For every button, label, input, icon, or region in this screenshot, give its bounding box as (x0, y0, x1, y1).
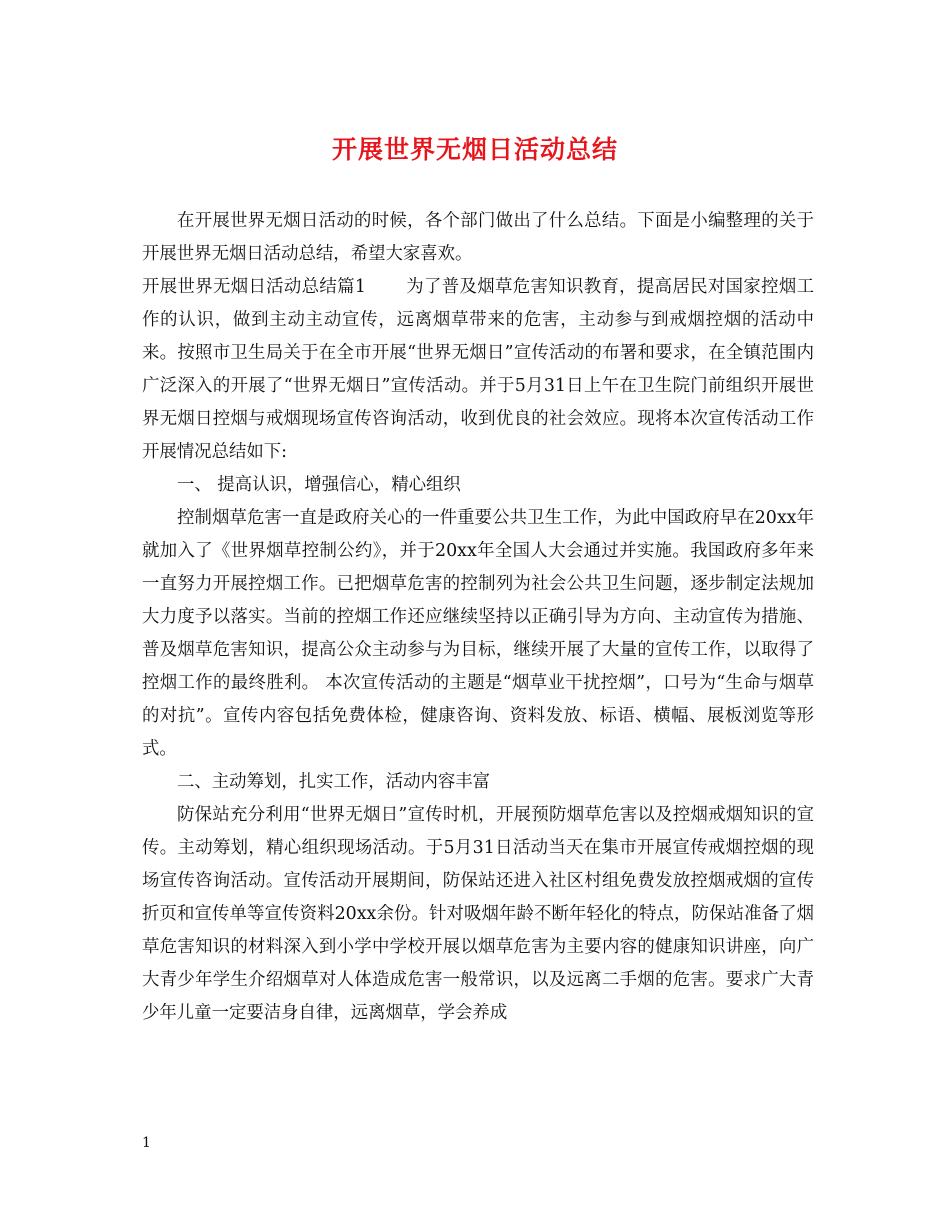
page-number: 1 (142, 1135, 151, 1151)
heading-two: 二、主动筹划，扎实工作，活动内容丰富 (177, 772, 491, 792)
paragraph-two: 防保站充分利用“世界无烟日”宣传时机，开展预防烟草危害以及控烟戒烟知识的宣传。主动筹划，精心组织现场活动。于5月31日活动当天在集市开展宣传戒烟控烟的现场宣传咨询活动。宣传活动开展期间，防保站还进入社区村组免费发放控烟戒烟的宣传折页和宣传单等宣传资料20xx余份。针对吸烟年龄不断年轻化的特点，防保站准备了烟草危害知识的材料深入到小学中学校开展以烟草危害为主要内容的健康知识讲座，向广大青少年学生介绍烟草对人体造成危害一般常识，以及远离二手烟的危害。要求广大青少年儿童一定要洁身自律，远离烟草，学会养成 (142, 805, 814, 1023)
intro-paragraph: 在开展世界无烟日活动的时候，各个部门做出了什么总结。下面是小编整理的关于开展世界无烟日活动总结，希望大家喜欢。 (142, 211, 814, 264)
document-body (142, 205, 814, 1030)
paragraph-one: 控制烟草危害一直是政府关心的一件重要公共卫生工作，为此中国政府早在20xx年就加入了《世界烟草控制公约》，并于20xx年全国人大会通过并实施。我国政府多年来一直努力开展控烟工作。已把烟草危害的控制列为社会公共卫生问题，逐步制定法规加大力度予以落实。当前的控烟工作还应继续坚持以正确引导为方向、主动宣传为措施、普及烟草危害知识，提高公众主动参与为目标，继续开展了大量的宣传工作，以取得了控烟工作的最终胜利。 本次宣传活动的主题是“烟草业干扰控烟”，口号为“生命与烟草的对抗”。宣传内容包括免费体检，健康咨询、资料发放、标语、横幅、展板浏览等形式。 (142, 508, 814, 759)
section-title: 开展世界无烟日活动总结篇1 (142, 277, 366, 297)
heading-one: 一、 提高认识，增强信心，精心组织 (177, 475, 461, 495)
document-title: 开展世界无烟日活动总结 (331, 135, 618, 164)
section-intro: 为了普及烟草危害知识教育，提高居民对国家控烟工作的认识，做到主动主动宣传，远离烟草带来的危害，主动参与到戒烟控烟的活动中来。按照市卫生局关于在全市开展“世界无烟日”宣传活动的布署和要求，在全镇范围内广泛深入的开展了“世界无烟日”宣传活动。并于5月31日上午在卫生院门前组织开展世界无烟日控烟与戒烟现场宣传咨询活动，收到优良的社会效应。现将本次宣传活动工作开展情况总结如下: (142, 277, 814, 462)
section-paragraph (142, 271, 814, 469)
